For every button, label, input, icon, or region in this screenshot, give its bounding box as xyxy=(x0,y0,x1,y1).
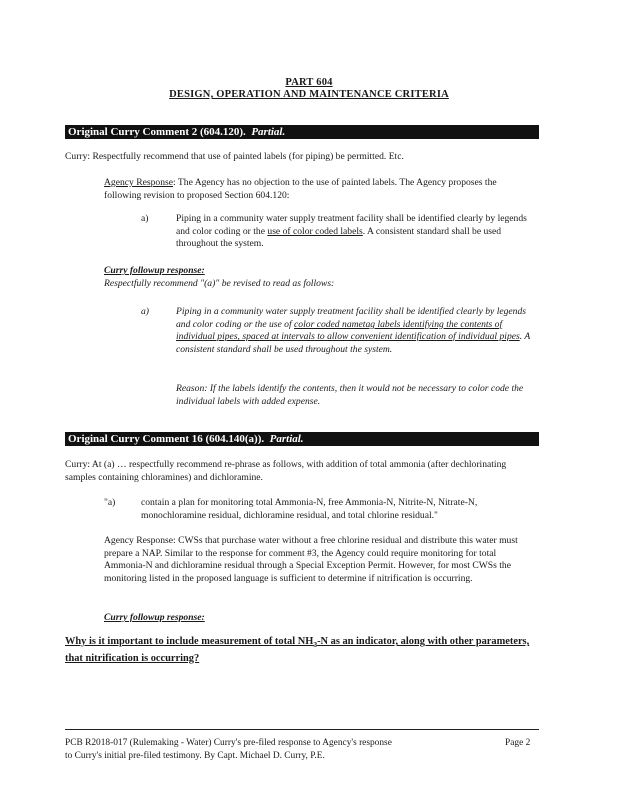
question-text: Why is it important to include measurement of total NH xyxy=(65,636,314,647)
footer-line-1: PCB R2018-017 (Rulemaking - Water) Curry's pre-filed response to Agency's response xyxy=(65,738,392,748)
recommended-text: Piping in a community water supply treatment facility shall be identified clearly by legends and color coding or the use of xyxy=(176,306,527,330)
bold-question xyxy=(65,635,543,665)
recommended-underlined-2: nametag labels identifying the contents of individual pipes, spaced at intervals to allow convenient identification of individual pipes xyxy=(176,318,520,343)
section-heading: Original Curry Comment 2 (604.120). xyxy=(68,126,246,138)
revision-text-end: . A consistent standard shall be used throughout the system. xyxy=(176,225,502,250)
curry-comment: Curry: Respectfully recommend that use of painted labels (for piping) be permitted. Etc. xyxy=(65,151,404,162)
recommended-text-end: . A consistent standard shall be used throughout the system. xyxy=(176,331,531,355)
proposed-revision xyxy=(176,213,536,251)
italic-item-marker: a) xyxy=(141,306,149,317)
revision-text: Piping in a community water supply treatment facility shall be identified clearly by legends and color coding or the xyxy=(176,213,527,237)
section-heading-2: Original Curry Comment 16 (604.140(a)). xyxy=(68,433,265,445)
question-subscript: 3 xyxy=(313,640,318,650)
revision-underlined: use of color coded labels xyxy=(267,225,363,237)
section-status-2: Partial. xyxy=(269,433,304,445)
recommended-underlined-1: color coded xyxy=(294,318,343,330)
followup-label-2: Curry followup response: xyxy=(104,612,205,623)
question-text-end: -N as an indicator, along with other parameters, that nitrification is occurring? xyxy=(65,636,530,664)
section-status: Partial. xyxy=(251,126,286,138)
followup-block xyxy=(104,265,536,290)
section-heading-bar-2 xyxy=(65,432,539,446)
curry-comment-2: Curry: At (a) … respectfully recommend re-phrase as follows, with addition of total ammonia (after dechlorinating samples containing chloramines) and dichloramine. xyxy=(65,459,507,483)
quoted-recommendation: contain a plan for monitoring total Ammonia-N, free Ammonia-N, Nitrite-N, Nitrate-N, monochloramine residual, dichloramine residual, and total chlorine residual." xyxy=(141,497,478,521)
agency-response-text: : The Agency has no objection to the use of painted labels. The Agency proposes the following revision to proposed Section 604.120: xyxy=(104,177,497,201)
agency-response-label: Agency Response xyxy=(104,177,174,188)
section-heading-bar xyxy=(65,125,539,139)
part-title: PART 604 xyxy=(285,77,333,88)
footer-page-number: Page 2 xyxy=(505,738,531,748)
item-marker: a) xyxy=(141,213,149,224)
page-subtitle: DESIGN, OPERATION AND MAINTENANCE CRITERIA xyxy=(169,89,449,100)
reason-text: Reason: If the labels identify the contents, then it would not be necessary to color code the individual labels with added expense. xyxy=(176,383,524,407)
quote-marker: "a) xyxy=(104,497,116,508)
footer-line-2: to Curry's initial pre-filed testimony. By Capt. Michael D. Curry, P.E. xyxy=(65,751,325,761)
recommended-revision xyxy=(176,306,538,356)
agency-response xyxy=(104,177,536,202)
followup-text: Respectfully recommend "(a)" be revised to read as follows: xyxy=(104,277,335,289)
agency-response-2: Agency Response: CWSs that purchase water without a free chlorine residual and distribute this water must prepare a NAP. Similar to the response for comment #3, the Agency could require monitoring for total Ammonia-N and dichloramine residual through a Special Exception Permit. However, for most CWSs the monitoring listed in the proposed language is sufficient to determine if nitrification is occurring. xyxy=(104,535,518,584)
footer-rule xyxy=(65,729,539,730)
followup-label: Curry followup response: xyxy=(104,265,205,276)
